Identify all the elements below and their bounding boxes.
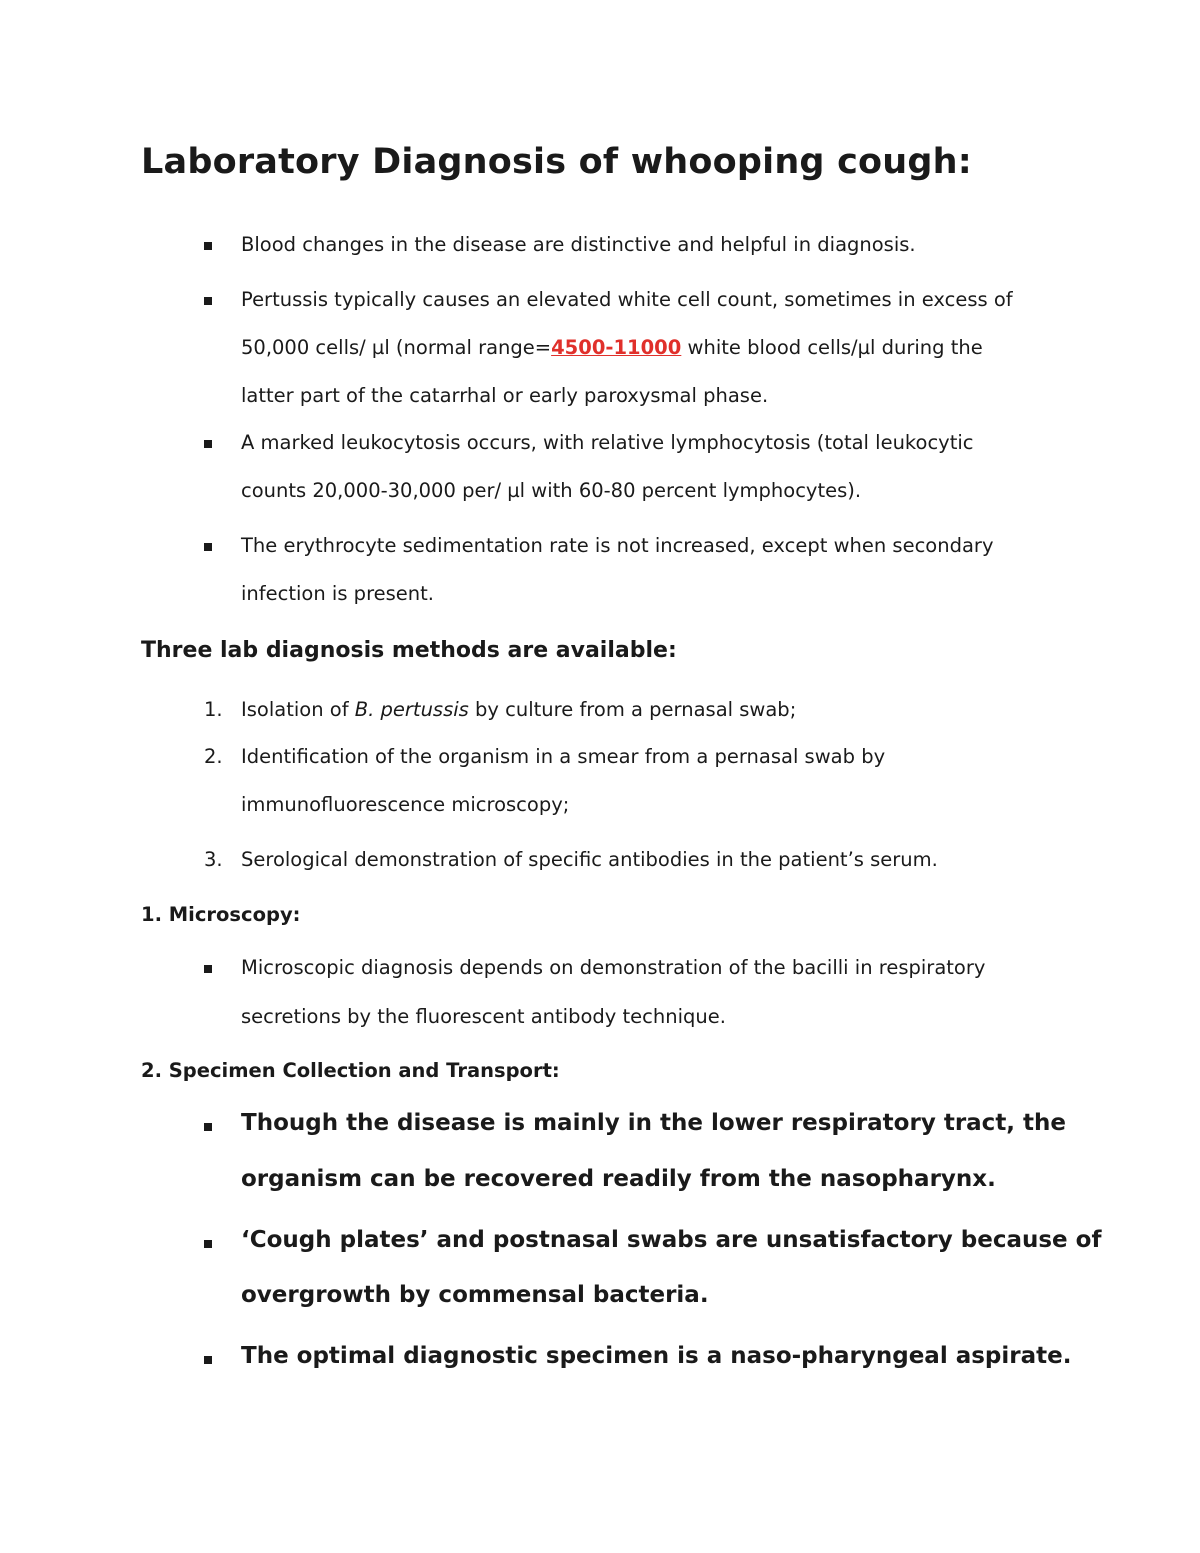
blood-bullet-4-line-1: The erythrocyte sedimentation rate is not increased, except when secondary [241, 534, 994, 557]
specimen-bullet-3: The optimal diagnostic specimen is a naso-pharyngeal aspirate. [241, 1343, 1072, 1369]
bullet-icon [204, 242, 212, 250]
microscopy-bullet-line-1: Microscopic diagnosis depends on demonstration of the bacilli in respiratory [241, 956, 986, 979]
microscopy-heading: 1. Microscopy: [141, 903, 301, 926]
blood-bullet-1: Blood changes in the disease are distinctive and helpful in diagnosis. [241, 233, 916, 256]
bullet-icon [204, 297, 212, 305]
specimen-bullet-1-line-1: Though the disease is mainly in the lower respiratory tract, the [241, 1110, 1067, 1136]
specimen-bullet-2-line-1: ‘Cough plates’ and postnasal swabs are unsatisfactory because of [241, 1227, 1102, 1253]
specimen-bullet-1-line-2: organism can be recovered readily from the nasopharynx. [241, 1166, 996, 1192]
blood-bullet-2-line-1: Pertussis typically causes an elevated white cell count, sometimes in excess of [241, 288, 1013, 311]
method-2-line-1: Identification of the organism in a smear from a pernasal swab by [241, 745, 886, 768]
methods-heading: Three lab diagnosis methods are available: [141, 638, 677, 663]
organism-name: B. pertussis [354, 698, 469, 721]
specimen-heading: 2. Specimen Collection and Transport: [141, 1059, 560, 1082]
method-3: Serological demonstration of specific antibodies in the patient’s serum. [241, 848, 938, 871]
microscopy-bullet-line-2: secretions by the fluorescent antibody technique. [241, 1005, 726, 1028]
bullet-icon [204, 440, 212, 448]
bullet-icon [204, 1123, 212, 1131]
bullet-icon [204, 1240, 212, 1248]
list-number: 2. [204, 745, 223, 768]
text-run: by culture from a pernasal swab; [468, 698, 797, 721]
blood-bullet-3-line-2: counts 20,000-30,000 per/ µl with 60-80 percent lymphocytes). [241, 479, 862, 502]
bullet-icon [204, 965, 212, 973]
blood-bullet-4-line-2: infection is present. [241, 582, 435, 605]
list-number: 1. [204, 698, 223, 721]
blood-bullet-3-line-1: A marked leukocytosis occurs, with relative lymphocytosis (total leukocytic [241, 431, 974, 454]
blood-bullet-2-line-2 [241, 336, 983, 359]
page-title: Laboratory Diagnosis of whooping cough: [141, 142, 972, 182]
specimen-bullet-2-line-2: overgrowth by commensal bacteria. [241, 1282, 709, 1308]
method-1 [241, 698, 796, 721]
list-number: 3. [204, 848, 223, 871]
text-run: 50,000 cells/ µl (normal range= [241, 336, 552, 359]
normal-range-highlight: 4500-11000 [551, 336, 682, 359]
bullet-icon [204, 1356, 212, 1364]
text-run: Isolation of [241, 698, 355, 721]
text-run: white blood cells/µl during the [681, 336, 983, 359]
bullet-icon [204, 543, 212, 551]
method-2-line-2: immunofluorescence microscopy; [241, 793, 570, 816]
blood-bullet-2-line-3: latter part of the catarrhal or early paroxysmal phase. [241, 384, 769, 407]
